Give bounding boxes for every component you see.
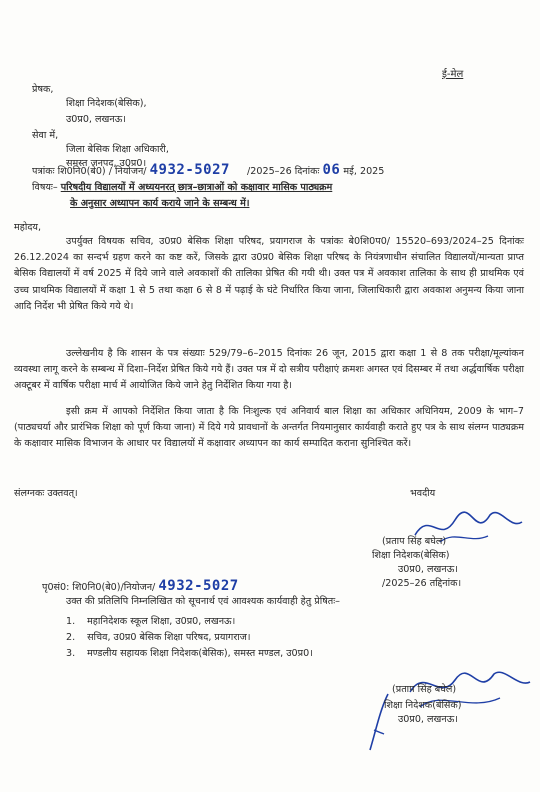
reference-number-handwritten: 4932-5027 <box>149 162 230 178</box>
email-label: ई-मेल <box>442 69 464 80</box>
sender-line2: उ0प्र0, लखनऊ। <box>66 114 126 125</box>
subject-label: विषयः– <box>32 182 58 193</box>
paragraph-3: इसी क्रम में आपको निर्देशित किया जाता है कि निःशुल्क एवं अनिवार्य बाल शिक्षा का अधिकार अधिनियम, 2009 के भाग–7 (पाठ्यचर्या और प्रारंभिक शिक्षा को पूर्ण किया जाना) में दिये गये प्रावधानों के अन्तर्गत नियमानुसार कार्यवाही कराते हुए पत्र के साथ संलग्न पाठ्यक्रम के कक्षावार मासिक विभाजन के आधार पर विद्यालयों में कक्षावार अध्यापन का कार्य सम्पादित कराना सुनिश्चित करें। <box>14 406 524 450</box>
signature2-title: शिक्षा निदेशक(बेसिक) <box>384 700 462 711</box>
copy-ref-handwritten: 4932-5027 <box>158 578 239 594</box>
salutation: महोदय, <box>14 222 42 233</box>
subject-line1: परिषदीय विद्यालयों में अध्ययनरत् छात्र–छात्राओं को कक्षावार मासिक पाठ्यक्रम <box>60 182 333 193</box>
recipient-line1: जिला बेसिक शिक्षा अधिकारी, <box>66 144 169 155</box>
signature1-name: (प्रताप सिंह बघेल) <box>382 536 447 547</box>
recipient-line2: समस्त जनपद, उ0प्र0। <box>66 158 147 169</box>
signature2-name: (प्रताप सिंह बघेल) <box>392 684 457 695</box>
sender-line1: शिक्षा निदेशक(बेसिक), <box>66 98 147 109</box>
paragraph-1: उपर्युक्त विषयक सचिव, उ0प्र0 बेसिक शिक्षा परिषद, प्रयागराज के पत्रांकः बे0शि0प0/ 15520–693/2024–25 दिनांकः 26.12.2024 का सन्दर्भ ग्रहण करने का कष्ट करें, जिसके द्वारा उ0प्र0 बेसिक शिक्षा परिषद के नियंत्रणाधीन संचालित विद्यालयों/मान्यता प्राप्त बेसिक विद्यालयों में वर्ष 2025 में दिये जाने वाले अवकाशों की तालिका प्रेषित की गयी थी। उक्त पत्र में अवकाश तालिका के साथ ही प्राथमिक एवं उच्च प्राथमिक विद्यालयों में कक्षा 1 से 5 तथा कक्षा 6 से 8 में पढ़ाई के घंटे निर्धारित किया जाना, जिलाधिकारी द्वारा अवकाश अनुमन्य किया जाना आदि निर्देश भी प्रेषित किये गये थे। <box>14 236 524 312</box>
enclosure-line: संलग्नकः उक्तवत्। <box>14 488 78 499</box>
recipient-label: सेवा में, <box>32 130 59 141</box>
list-item: 2. सचिव, उ0प्र0 बेसिक शिक्षा परिषद, प्रयागराज। <box>66 632 251 643</box>
subject-block <box>32 180 332 193</box>
sender-label: प्रेषक, <box>32 84 54 95</box>
closing-line: भवदीय <box>410 488 436 499</box>
signature2-place: उ0प्र0, लखनऊ। <box>398 714 458 725</box>
paragraph-2: उल्लेखनीय है कि शासन के पत्र संख्याः 529/79–6–2015 दिनांकः 26 जून, 2015 द्वारा कक्षा 1 से 8 तक परीक्षा/मूल्यांकन व्यवस्था लागू करने के सम्बन्ध में दिशा–निर्देश प्रेषित किये गये हैं। उक्त पत्र में दो सत्रीय परीक्षाएं क्रमशः अगस्त एवं दिसम्बर में तथा अर्द्धवार्षिक परीक्षा अक्टूबर में वार्षिक परीक्षा मार्च में आयोजित किये जाने हेतु निर्देशित किया गया है। <box>14 348 524 392</box>
list-item: 1. महानिदेशक स्कूल शिक्षा, उ0प्र0, लखनऊ। <box>66 616 236 627</box>
signature1-date-line: /2025–26 तद्दिनांक। <box>382 578 462 589</box>
copy-intro: उक्त की प्रतिलिपि निम्नलिखित को सूचनार्थ एवं आवश्यक कार्यवाही हेतु प्रेषितः– <box>66 596 340 607</box>
reference-suffix: /2025–26 दिनांकः <box>247 166 320 177</box>
reference-month-year: मई, 2025 <box>343 166 385 177</box>
subject-line2: के अनुसार अध्यापन कार्य कराये जाने के सम्बन्ध में। <box>70 198 250 209</box>
signature1-title: शिक्षा निदेशक(बेसिक) <box>372 550 450 561</box>
copy-reference-line <box>42 578 239 594</box>
reference-line <box>32 162 384 178</box>
reference-prefix: पत्रांकः शि0नि0(बे0) / नियोजन/ <box>32 166 147 177</box>
list-item: 3. मण्डलीय सहायक शिक्षा निदेशक(बेसिक), समस्त मण्डल, उ0प्र0। <box>66 648 313 659</box>
signature1-place: उ0प्र0, लखनऊ। <box>398 564 458 575</box>
reference-day-handwritten: 06 <box>322 162 341 178</box>
copy-ref-prefix: पृ0सं0: शि0नि0(बे0)/नियोजन/ <box>42 582 156 593</box>
